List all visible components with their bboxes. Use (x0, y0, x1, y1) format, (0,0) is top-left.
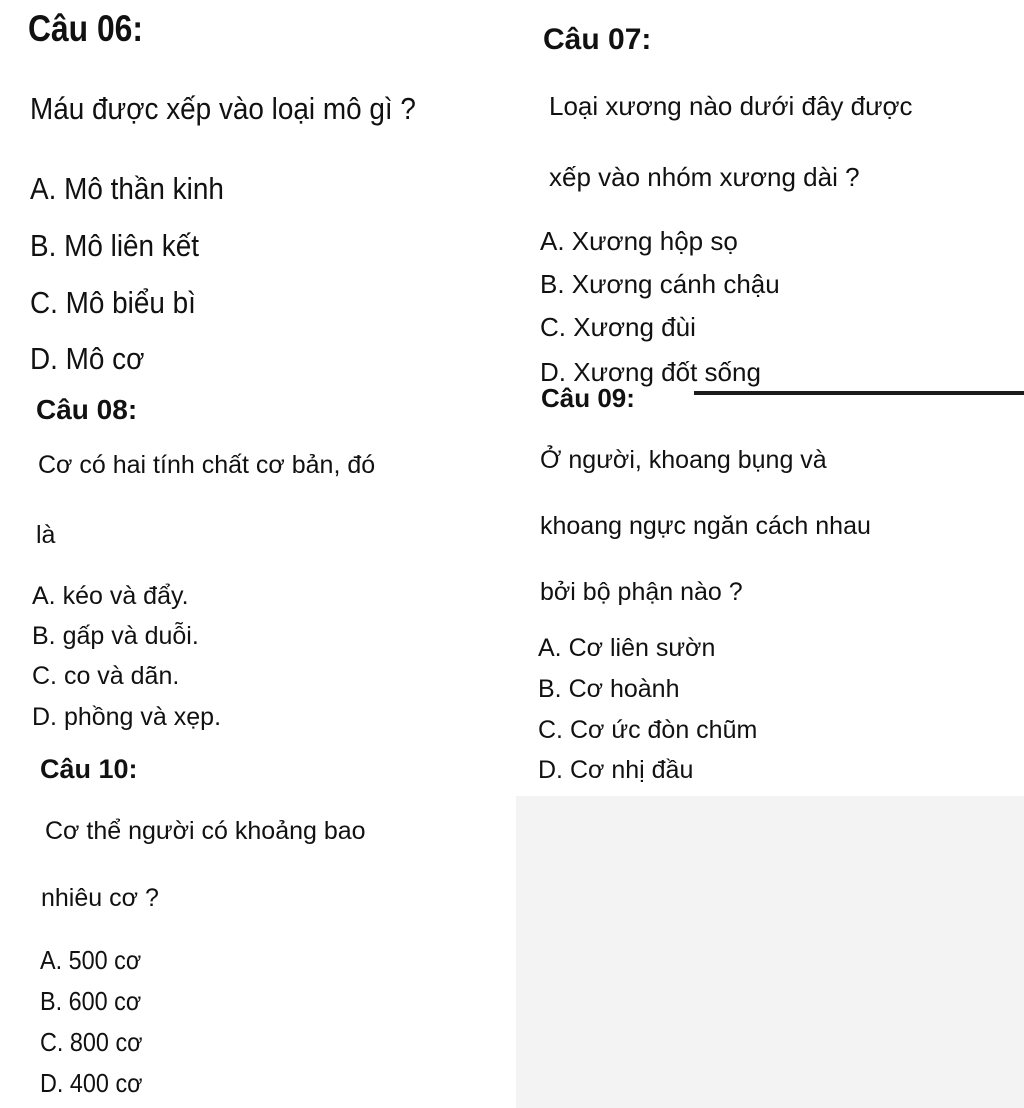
q10-question-line-2: nhiêu cơ ? (41, 884, 159, 912)
q09-option-c: C. Cơ ức đòn chũm (538, 716, 758, 744)
q10-question-line-1: Cơ thể người có khoảng bao (45, 817, 366, 845)
q10-option-c: C. 800 cơ (40, 1027, 143, 1057)
q06-option-a: A. Mô thần kinh (30, 171, 224, 206)
q09-option-a: A. Cơ liên sườn (538, 634, 716, 662)
q10-option-a: A. 500 cơ (40, 945, 142, 975)
divider-line (694, 391, 1024, 395)
q08-question-line-1: Cơ có hai tính chất cơ bản, đó (38, 451, 376, 479)
q08-option-c: C. co và dãn. (32, 662, 180, 690)
q06-option-d: D. Mô cơ (30, 341, 145, 376)
q07-option-b: B. Xương cánh chậu (540, 269, 780, 299)
q07-question-line-1: Loại xương nào dưới đây được (549, 91, 913, 121)
q07-option-c: C. Xương đùi (540, 312, 696, 342)
q09-question-line-3: bởi bộ phận nào ? (540, 578, 743, 606)
q06-title: Câu 06: (28, 8, 143, 49)
q07-question-line-2: xếp vào nhóm xương dài ? (549, 162, 860, 192)
q07-option-a: A. Xương hộp sọ (540, 226, 738, 256)
q09-title: Câu 09: (541, 383, 635, 413)
q09-question-line-1: Ở người, khoang bụng và (540, 446, 827, 474)
q10-option-d: D. 400 cơ (40, 1068, 143, 1098)
q10-title: Câu 10: (40, 754, 138, 784)
q06-question: Máu được xếp vào loại mô gì ? (30, 91, 416, 126)
q08-option-b: B. gấp và duỗi. (32, 622, 199, 650)
q08-title: Câu 08: (36, 394, 138, 425)
q10-option-b: B. 600 cơ (40, 986, 142, 1016)
q07-option-d: D. Xương đốt sống (540, 357, 761, 387)
q09-option-d: D. Cơ nhị đầu (538, 756, 694, 784)
q08-option-d: D. phồng và xẹp. (32, 703, 222, 731)
q06-option-c: C. Mô biểu bì (30, 285, 196, 320)
q06-option-b: B. Mô liên kết (30, 228, 200, 263)
q08-question-line-2: là (36, 521, 56, 549)
q07-title: Câu 07: (543, 23, 652, 56)
q08-option-a: A. kéo và đẩy. (32, 582, 189, 610)
q09-question-line-2: khoang ngực ngăn cách nhau (540, 512, 871, 540)
q09-option-b: B. Cơ hoành (538, 675, 680, 703)
